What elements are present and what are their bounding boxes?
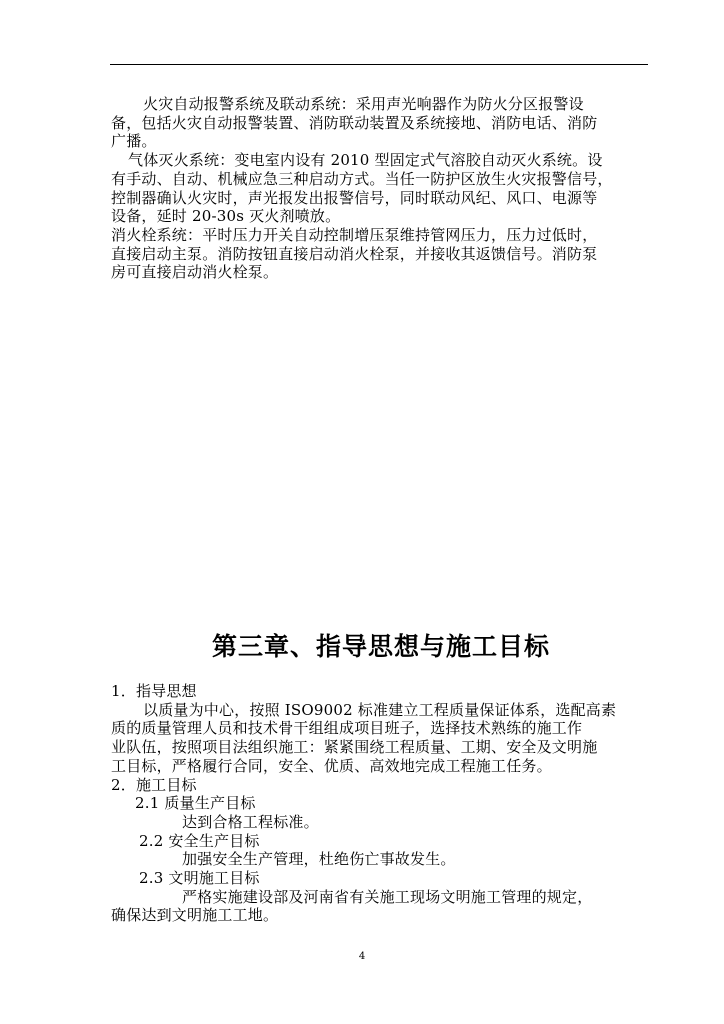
text-line: 工目标，严格履行合同，安全、优质、高效地完成工程施工任务。 xyxy=(111,756,552,775)
text-line: 气体灭火系统：变电室内设有 2010 型固定式气溶胶自动灭火系统。设 xyxy=(128,151,603,170)
text-line: 广播。 xyxy=(111,132,157,151)
goal-body: 确保达到文明施工工地。 xyxy=(111,906,279,925)
text-line: 设备，延时 20-30s 灭火剂喷放。 xyxy=(111,207,341,226)
text-line: 消火栓系统：平时压力开关自动控制增压泵维持管网压力，压力过低时， xyxy=(111,225,598,244)
text-line: 以质量为中心，按照 ISO9002 标准建立工程质量保证体系，选配高素 xyxy=(143,700,617,719)
text-line: 备，包括火灾自动报警装置、消防联动装置及系统接地、消防电话、消防 xyxy=(111,113,598,132)
text-line: 房可直接启动消火栓泵。 xyxy=(111,263,279,282)
goals-heading: 2．施工目标 xyxy=(111,775,197,794)
page-number: 4 xyxy=(358,951,366,962)
fire-alarm-paragraph xyxy=(111,95,651,151)
text-line: 质的质量管理人员和技术骨干组组成项目班子，选择技术熟练的施工作 xyxy=(111,719,583,738)
text-line: 业队伍，按照项目法组织施工：紧紧围绕工程质量、工期、安全及文明施 xyxy=(111,738,598,757)
guiding-and-goals-section xyxy=(111,682,651,925)
guiding-heading: 1．指导思想 xyxy=(111,682,197,700)
text-line: 控制器确认火灾时，声光报发出报警信号，同时联动风纪、风口、电源等 xyxy=(111,188,598,207)
hydrant-paragraph xyxy=(111,226,651,282)
goal-title: 2.2 安全生产目标 xyxy=(139,831,260,850)
text-line: 有手动、自动、机械应急三种启动方式。当任一防护区放生火灾报警信号， xyxy=(111,169,613,188)
text-line: 火灾自动报警系统及联动系统：采用声光响器作为防火分区报警设 xyxy=(143,95,584,113)
text-line: 直接启动主泵。消防按钮直接启动消火栓泵，并接收其返馈信号。消防泵 xyxy=(111,244,598,263)
fire-systems-section xyxy=(111,95,651,282)
goal-title: 2.1 质量生产目标 xyxy=(135,794,256,813)
goal-body: 达到合格工程标准。 xyxy=(182,812,319,831)
goal-body: 严格实施建设部及河南省有关施工现场文明施工管理的规定， xyxy=(182,887,593,906)
goal-title: 2.3 文明施工目标 xyxy=(139,869,260,888)
goal-body: 加强安全生产管理，杜绝伤亡事故发生。 xyxy=(182,850,456,869)
header-rule xyxy=(110,64,648,65)
chapter-title: 第三章、指导思想与施工目标 xyxy=(211,632,550,661)
gas-extinguishing-paragraph xyxy=(111,151,651,226)
